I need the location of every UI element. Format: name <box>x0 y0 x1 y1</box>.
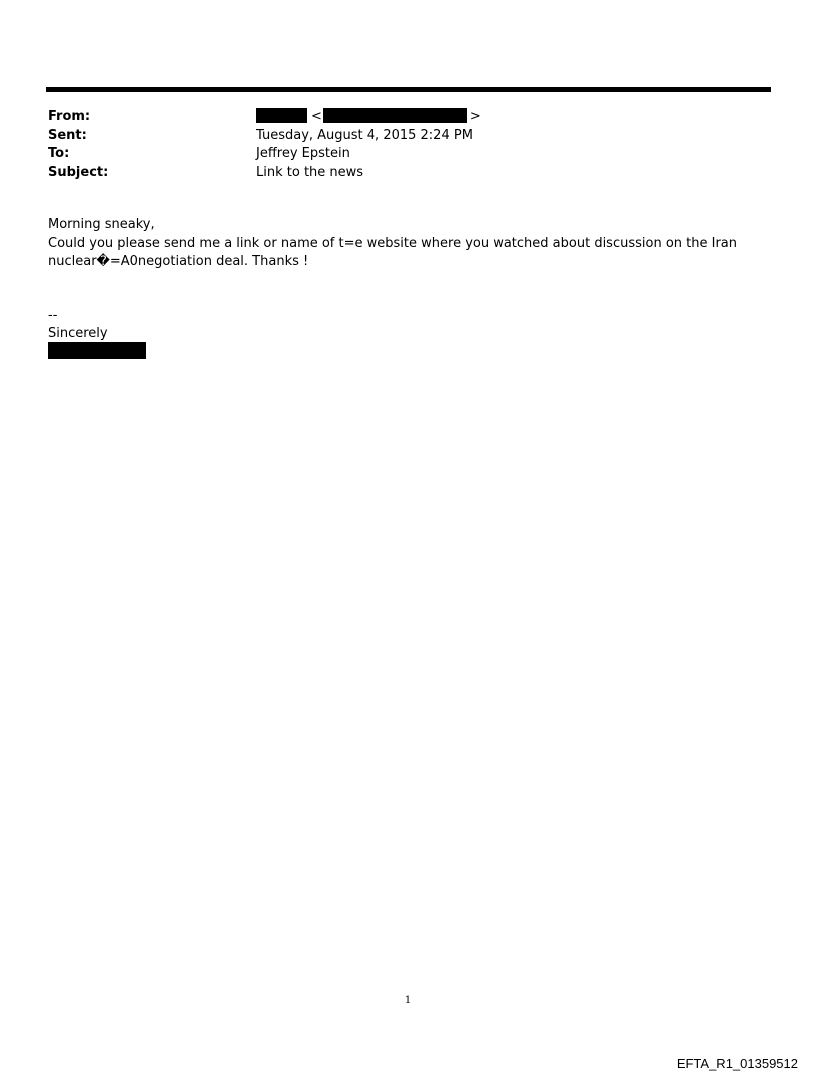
sent-value: Tuesday, August 4, 2015 2:24 PM <box>256 127 473 143</box>
subject-row <box>48 164 648 183</box>
page-number: 1 <box>404 995 412 1006</box>
header-divider <box>46 87 771 92</box>
redacted-sender-email <box>323 108 467 123</box>
from-row <box>48 108 648 127</box>
sent-label: Sent: <box>48 127 87 143</box>
document-id: EFTA_R1_01359512 <box>676 1056 798 1071</box>
email-header <box>48 108 648 182</box>
from-label: From: <box>48 109 91 124</box>
sent-row <box>48 127 648 146</box>
email-close-bracket: > <box>469 109 481 124</box>
body-line-1: Could you please send me a link or name of t=e website where you watched about discussion on the Iran <box>48 235 737 251</box>
email-body <box>48 216 748 272</box>
from-value <box>256 108 481 126</box>
signature-closing: Sincerely <box>48 326 108 341</box>
signature <box>48 307 108 343</box>
greeting: Morning sneaky, <box>48 217 155 232</box>
subject-value: Link to the news <box>256 164 364 180</box>
redacted-sender-name <box>256 108 307 123</box>
to-label: To: <box>48 146 70 161</box>
to-value: Jeffrey Epstein <box>256 146 350 161</box>
signature-separator: -- <box>48 308 58 323</box>
email-open-bracket: < <box>311 109 322 124</box>
to-row <box>48 145 648 164</box>
redacted-signature-name <box>48 342 146 359</box>
subject-label: Subject: <box>48 164 109 180</box>
body-line-2: nuclear�=A0negotiation deal. Thanks ! <box>48 254 309 269</box>
